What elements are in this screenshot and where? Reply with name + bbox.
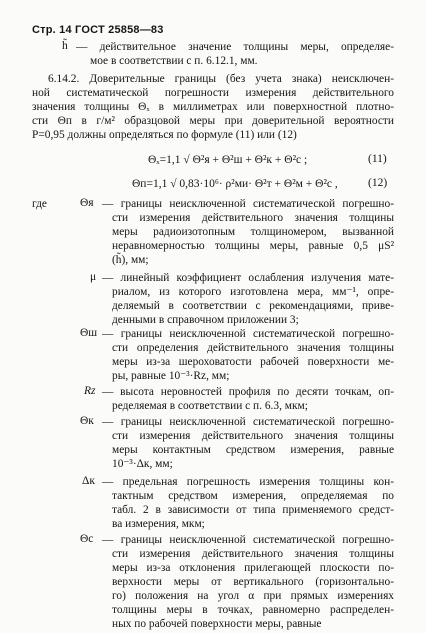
- def-line: 10⁻³·Δк, мм;: [112, 458, 173, 470]
- page-header: Стр. 14 ГОСТ 25858—83: [32, 24, 164, 36]
- para-line-2: ной систематической погрешности измерения действительного: [32, 87, 394, 99]
- def-line: (h̃), мм;: [112, 254, 149, 266]
- def-line: сти измерения действительного значения толщины: [112, 548, 394, 560]
- def-line: денными в справочном приложении 3;: [112, 314, 299, 326]
- def-symbol-theta-ya: Θя: [80, 197, 94, 209]
- def-line: — границы неисключенной систематической погрешно-: [102, 416, 394, 428]
- def-symbol-mu: μ: [90, 271, 97, 283]
- formula-12: Θп=1,1 √ 0,83·10⁶· ρ²ми· Θ²т + Θ²м + Θ²с ,: [132, 178, 338, 190]
- def-symbol-theta-sh: Θш: [80, 327, 98, 339]
- def-line: сти измерения действительного значения толщины: [112, 212, 394, 224]
- intro-line-1: — действительное значение толщины меры, определяе-: [76, 41, 394, 53]
- def-line: толщины меры в точках, равномерно распределен-: [112, 604, 394, 616]
- formula-12-number: (12): [368, 177, 388, 189]
- def-line: сти определения действительного значения толщины: [112, 342, 394, 354]
- def-symbol-theta-s: Θс: [80, 533, 94, 545]
- intro-line-2: мое в соответствии с п. 6.12.1, мм.: [90, 55, 258, 67]
- intro-symbol: h̃: [62, 40, 68, 52]
- def-line: — границы неисключенной систематической погрешно-: [102, 328, 394, 340]
- def-symbol-theta-k: Θк: [80, 415, 94, 427]
- where-label: где: [32, 198, 47, 210]
- def-line: ры, равные 10⁻³·Rz, мм;: [112, 370, 230, 382]
- def-line: деляемый в соответствии с рекомендациями, приве-: [112, 300, 394, 312]
- def-line: ных по рабочей поверхности меры, равные: [112, 618, 322, 630]
- para-line-3: значения толщины Θₓ в миллиметрах или поверхностной плотно-: [32, 101, 394, 113]
- def-line: верхности меры от вертикального (горизонтально-: [112, 576, 394, 588]
- def-line: — границы неисключенной систематической погрешно-: [102, 198, 394, 210]
- para-line-1: 6.14.2. Доверительные границы (без учета знака) неисключен-: [48, 73, 394, 85]
- para-line-5: P=0,95 должны определяться по формуле (11) или (12): [32, 129, 297, 141]
- def-line: меры контактным средством измерения, равные: [112, 444, 394, 456]
- def-symbol-rz: Rz: [84, 385, 96, 397]
- def-line: — высота неровностей профиля по десяти точкам, оп-: [102, 386, 394, 398]
- def-line: меры из-за шероховатости рабочей поверхности ме-: [112, 356, 394, 368]
- def-line: — линейный коэффициент ослабления излучения мате-: [102, 272, 394, 284]
- def-line: го) положения на угол α при прямых измерениях: [112, 590, 394, 602]
- def-line: тактным средством измерения, определяемая по: [112, 490, 394, 502]
- def-line: — границы неисключенной систематической погрешно-: [102, 534, 394, 546]
- def-line: неравномерностью толщины меры, равные 0,5 μS²: [112, 240, 394, 252]
- formula-11-number: (11): [368, 153, 387, 165]
- def-line: риалом, из которого изготовлена мера, мм⁻¹, опре-: [112, 286, 394, 298]
- def-line: меры из-за отклонения прилегающей плоскости по-: [112, 562, 394, 574]
- def-line: — предельная погрешность измерения толщины кон-: [102, 476, 394, 488]
- def-line: ва измерения, мкм;: [112, 518, 205, 530]
- para-line-4: сти Θп в г/м² образцовой меры при доверительной вероятности: [32, 115, 394, 127]
- def-line: табл. 2 в зависимости от типа применяемого средст-: [112, 504, 394, 516]
- def-line: сти измерения действительного значения толщины: [112, 430, 394, 442]
- def-line: меры радиоизотопным толщиномером, вызванной: [112, 226, 394, 238]
- formula-11: Θₓ=1,1 √ Θ²я + Θ²ш + Θ²к + Θ²с ;: [148, 154, 308, 166]
- def-line: ределяемая в соответствии с п. 6.3, мкм;: [112, 400, 308, 412]
- def-symbol-delta-k: Δк: [82, 475, 95, 487]
